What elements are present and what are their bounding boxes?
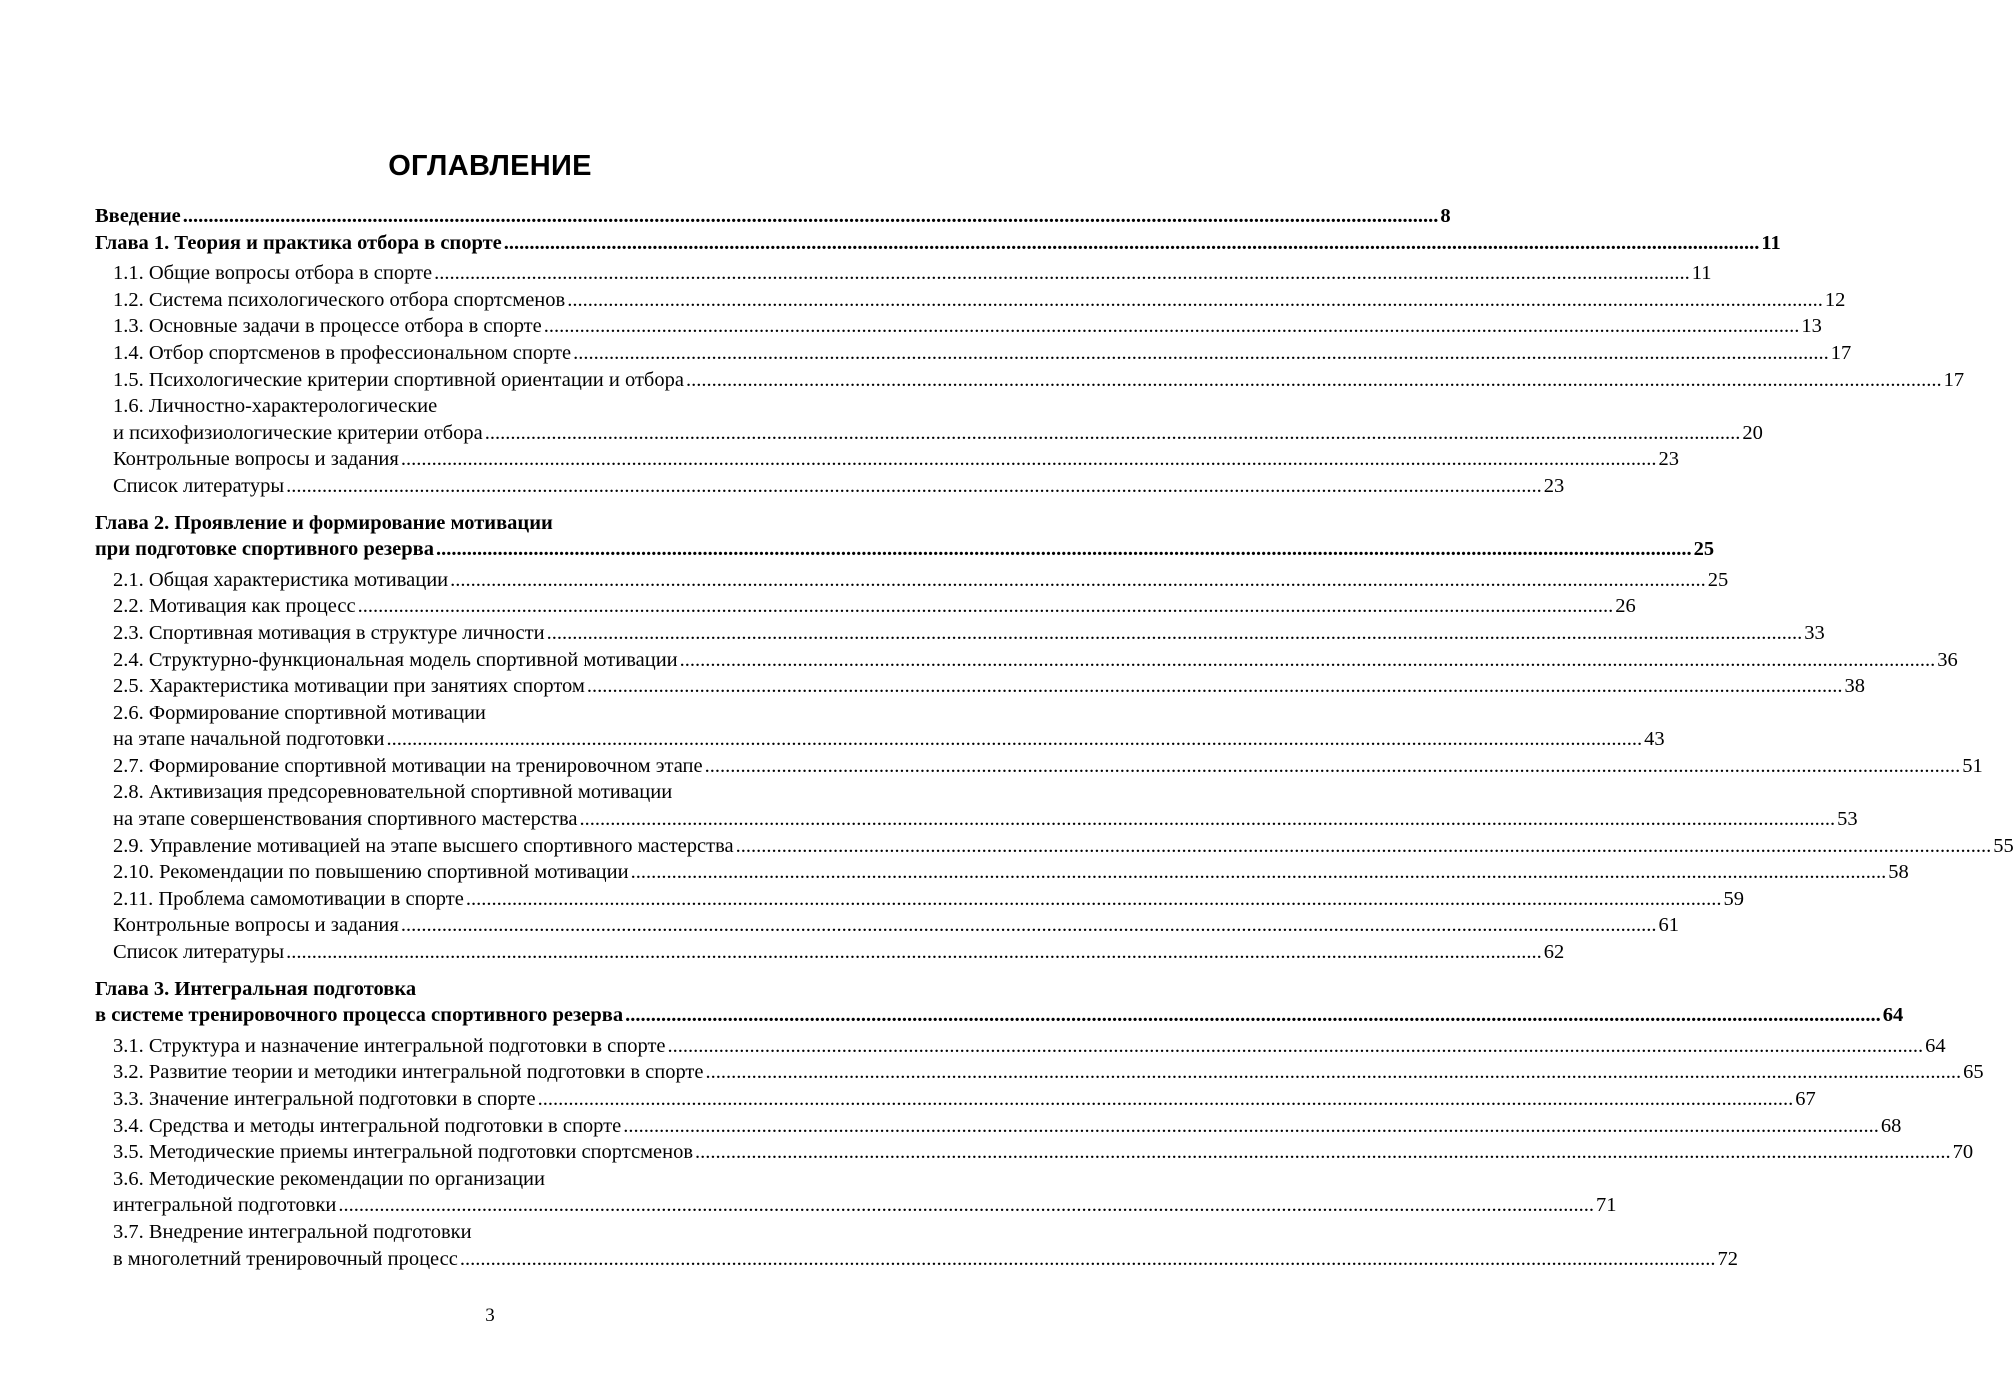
toc-chapter-entry[interactable] <box>95 1002 1904 1029</box>
toc-page-number: 58 <box>1888 861 1909 884</box>
toc-section-entry[interactable] <box>95 1033 1946 1060</box>
toc-page-number: 72 <box>1717 1247 1738 1270</box>
toc-leader-dots <box>432 260 1692 287</box>
page-title: ОГЛАВЛЕНИЕ <box>388 150 592 182</box>
toc-leader-dots <box>448 567 1708 594</box>
toc-page-number: 64 <box>1925 1034 1946 1057</box>
toc-section-entry[interactable] <box>95 260 1712 287</box>
toc-leader-dots <box>181 203 1441 230</box>
toc-page-number: 51 <box>1962 754 1983 777</box>
toc-entry-title: 2.3. Спортивная мотивация в структуре личности <box>113 621 545 644</box>
toc-section-entry[interactable] <box>95 1086 1816 1113</box>
toc-leader-dots <box>502 230 1762 257</box>
page-number: 3 <box>485 1305 495 1326</box>
toc-section-entry[interactable] <box>95 833 2014 860</box>
toc-leader-dots <box>399 446 1659 473</box>
toc-leader-dots <box>536 1086 1796 1113</box>
toc-entry-title: 2.10. Рекомендации по повышению спортивной мотивации <box>113 861 629 884</box>
toc-entry-title: 3.6. Методические рекомендации по организации <box>113 1167 545 1190</box>
toc-entry-title: 1.3. Основные задачи в процессе отбора в спорте <box>113 315 542 338</box>
toc-leader-dots <box>565 287 1825 314</box>
toc-entry-title: Глава 1. Теория и практика отбора в спорте <box>95 231 502 254</box>
toc-section-entry[interactable] <box>95 859 1909 886</box>
toc-page-number: 62 <box>1543 941 1565 964</box>
toc-entry-title: 3.1. Структура и назначение интегральной подготовки в спорте <box>113 1034 666 1057</box>
toc-leader-dots <box>693 1139 1953 1166</box>
toc-entry-title: Список литературы <box>113 941 285 964</box>
toc-entry-title: 2.11. Проблема самомотивации в спорте <box>113 887 464 910</box>
toc-leader-dots <box>399 912 1659 939</box>
toc-section-entry[interactable] <box>95 726 1665 753</box>
toc-section-entry[interactable] <box>95 673 1866 700</box>
toc-page-number: 43 <box>1644 728 1665 751</box>
toc-entry-title: при подготовке спортивного резерва <box>95 538 434 561</box>
toc-entry-title: на этапе совершенствования спортивного мастерства <box>113 808 578 831</box>
toc-page-number: 70 <box>1952 1141 1974 1164</box>
toc-entry-title: Введение <box>95 205 181 227</box>
toc-leader-dots <box>336 1192 1596 1219</box>
toc-entry-title: Контрольные вопросы и задания <box>113 448 399 471</box>
toc-section-entry[interactable] <box>95 393 886 420</box>
toc-leader-dots <box>284 939 1544 966</box>
toc-leader-dots <box>571 340 1831 367</box>
toc-leader-dots <box>623 1002 1883 1029</box>
toc-leader-dots <box>629 859 1889 886</box>
toc-section-entry[interactable] <box>95 446 1679 473</box>
toc-section-entry[interactable] <box>95 313 1822 340</box>
toc-page-number: 68 <box>1880 1114 1902 1137</box>
toc-page-number: 17 <box>1943 368 1965 391</box>
toc-entry-title: 1.4. Отбор спортсменов в профессиональном спорте <box>113 341 572 364</box>
toc-section-entry[interactable] <box>95 287 1846 314</box>
toc-section-entry[interactable] <box>95 806 1858 833</box>
toc-entry-title: 1.2. Система психологического отбора спортсменов <box>113 288 566 311</box>
toc-section-entry[interactable] <box>95 620 1825 647</box>
toc-page-number: 25 <box>1707 568 1729 591</box>
toc-section-entry[interactable] <box>95 340 1852 367</box>
toc-entry-title: интегральной подготовки <box>113 1194 337 1217</box>
toc-leader-dots <box>703 1059 1963 1086</box>
toc-entry-title: 2.4. Структурно-функциональная модель спортивной мотивации <box>113 648 678 671</box>
toc-entry-title: 2.9. Управление мотивацией на этапе высшего спортивного мастерства <box>113 834 734 857</box>
toc-page-number: 67 <box>1795 1088 1816 1110</box>
toc-section-entry[interactable] <box>95 1059 1984 1086</box>
toc-leader-dots <box>684 367 1944 394</box>
toc-section-entry[interactable] <box>95 886 1744 913</box>
toc-page-number: 36 <box>1937 648 1958 671</box>
toc-page-number: 11 <box>1691 262 1712 285</box>
toc-page-number: 38 <box>1844 675 1866 698</box>
toc-entry-title: 3.7. Внедрение интегральной подготовки <box>113 1220 472 1243</box>
toc-page-number: 23 <box>1658 448 1679 471</box>
toc-leader-dots <box>585 673 1845 700</box>
toc-leader-dots <box>458 1246 1718 1273</box>
toc-leader-dots <box>542 313 1802 340</box>
toc-leader-dots <box>703 753 1963 780</box>
toc-section-entry[interactable] <box>95 367 1965 394</box>
toc-section-entry[interactable] <box>95 1246 1738 1273</box>
toc-section-entry[interactable] <box>95 753 1983 780</box>
toc-entry-title: Глава 3. Интегральная подготовка <box>95 977 417 1000</box>
toc-page-number: 13 <box>1801 315 1822 338</box>
toc-leader-dots <box>284 473 1544 500</box>
toc-page-number: 25 <box>1693 538 1715 561</box>
toc-entry-title: на этапе начальной подготовки <box>113 728 385 751</box>
toc-section-entry[interactable] <box>95 1113 1902 1140</box>
toc-entry-title: в многолетний тренировочный процесс <box>113 1247 458 1270</box>
toc-leader-dots <box>734 833 1994 860</box>
toc-entry-title: 2.2. Мотивация как процесс <box>113 595 356 618</box>
toc-entry-title: Глава 2. Проявление и формирование мотивации <box>95 511 553 534</box>
toc-page-number: 65 <box>1963 1061 1984 1084</box>
toc-leader-dots <box>483 420 1743 447</box>
toc-leader-dots <box>621 1113 1881 1140</box>
toc-section-entry[interactable] <box>95 1219 886 1246</box>
toc-page-number: 11 <box>1761 231 1781 254</box>
toc-page-number: 71 <box>1595 1194 1617 1217</box>
toc-page-number: 53 <box>1837 808 1858 831</box>
toc-leader-dots <box>678 647 1938 674</box>
toc-chapter-entry[interactable] <box>95 230 1781 257</box>
toc-section-entry[interactable] <box>95 593 1636 620</box>
toc-section-entry[interactable] <box>95 700 886 727</box>
toc-leader-dots <box>666 1033 1926 1060</box>
toc-section-entry[interactable] <box>95 912 1679 939</box>
toc-page-number: 20 <box>1742 421 1763 444</box>
table-of-contents <box>95 203 2014 1272</box>
toc-chapter-entry[interactable] <box>95 203 1451 230</box>
toc-section-entry[interactable] <box>95 567 1729 594</box>
toc-entry-title: 2.8. Активизация предсоревновательной спортивной мотивации <box>113 781 673 804</box>
toc-entry-title: в системе тренировочного процесса спортивного резерва <box>95 1004 624 1027</box>
toc-page-number: 59 <box>1723 887 1744 910</box>
toc-entry-title: 2.5. Характеристика мотивации при занятиях спортом <box>113 675 585 698</box>
toc-page-number: 26 <box>1615 595 1636 618</box>
toc-page-number: 8 <box>1440 205 1451 227</box>
toc-entry-title: 3.4. Средства и методы интегральной подготовки в спорте <box>113 1114 622 1137</box>
toc-entry-title: 1.1. Общие вопросы отбора в спорте <box>113 262 433 285</box>
toc-section-entry[interactable] <box>95 1166 886 1193</box>
toc-page-number: 23 <box>1543 474 1565 497</box>
toc-page-number: 17 <box>1830 341 1852 364</box>
toc-chapter-entry[interactable] <box>95 976 886 1003</box>
toc-leader-dots <box>464 886 1724 913</box>
toc-section-entry[interactable] <box>95 939 1565 966</box>
toc-entry-title: Список литературы <box>113 474 285 497</box>
toc-entry-title: 2.7. Формирование спортивной мотивации на тренировочном этапе <box>113 754 703 777</box>
toc-entry-title: 1.5. Психологические критерии спортивной ориентации и отбора <box>113 368 684 391</box>
toc-entry-title: 3.2. Развитие теории и методики интегральной подготовки в спорте <box>113 1061 704 1084</box>
toc-entry-title: 2.1. Общая характеристика мотивации <box>113 568 449 591</box>
toc-section-entry[interactable] <box>95 779 886 806</box>
toc-page-number: 64 <box>1882 1004 1904 1027</box>
toc-entry-title: и психофизиологические критерии отбора <box>113 421 483 444</box>
toc-page-number: 55 <box>1993 834 2014 857</box>
toc-page-number: 12 <box>1824 288 1846 311</box>
toc-entry-title: 3.3. Значение интегральной подготовки в спорте <box>113 1088 536 1110</box>
toc-leader-dots <box>434 536 1694 563</box>
toc-leader-dots <box>578 806 1838 833</box>
toc-page-number: 33 <box>1804 621 1825 644</box>
toc-leader-dots <box>384 726 1644 753</box>
toc-leader-dots <box>356 593 1616 620</box>
toc-leader-dots <box>545 620 1805 647</box>
toc-section-entry[interactable] <box>95 1139 1974 1166</box>
toc-entry-title: 2.6. Формирование спортивной мотивации <box>113 701 486 724</box>
toc-entry-title: 3.5. Методические приемы интегральной подготовки спортсменов <box>113 1141 694 1164</box>
toc-entry-title: 1.6. Личностно-характерологические <box>113 395 438 418</box>
toc-entry-title: Контрольные вопросы и задания <box>113 914 399 937</box>
toc-section-entry[interactable] <box>95 647 1958 674</box>
toc-section-entry[interactable] <box>95 473 1565 500</box>
toc-section-entry[interactable] <box>95 1192 1617 1219</box>
toc-section-entry[interactable] <box>95 420 1763 447</box>
toc-chapter-entry[interactable] <box>95 510 886 537</box>
toc-chapter-entry[interactable] <box>95 536 1715 563</box>
toc-page-number: 61 <box>1658 914 1679 937</box>
